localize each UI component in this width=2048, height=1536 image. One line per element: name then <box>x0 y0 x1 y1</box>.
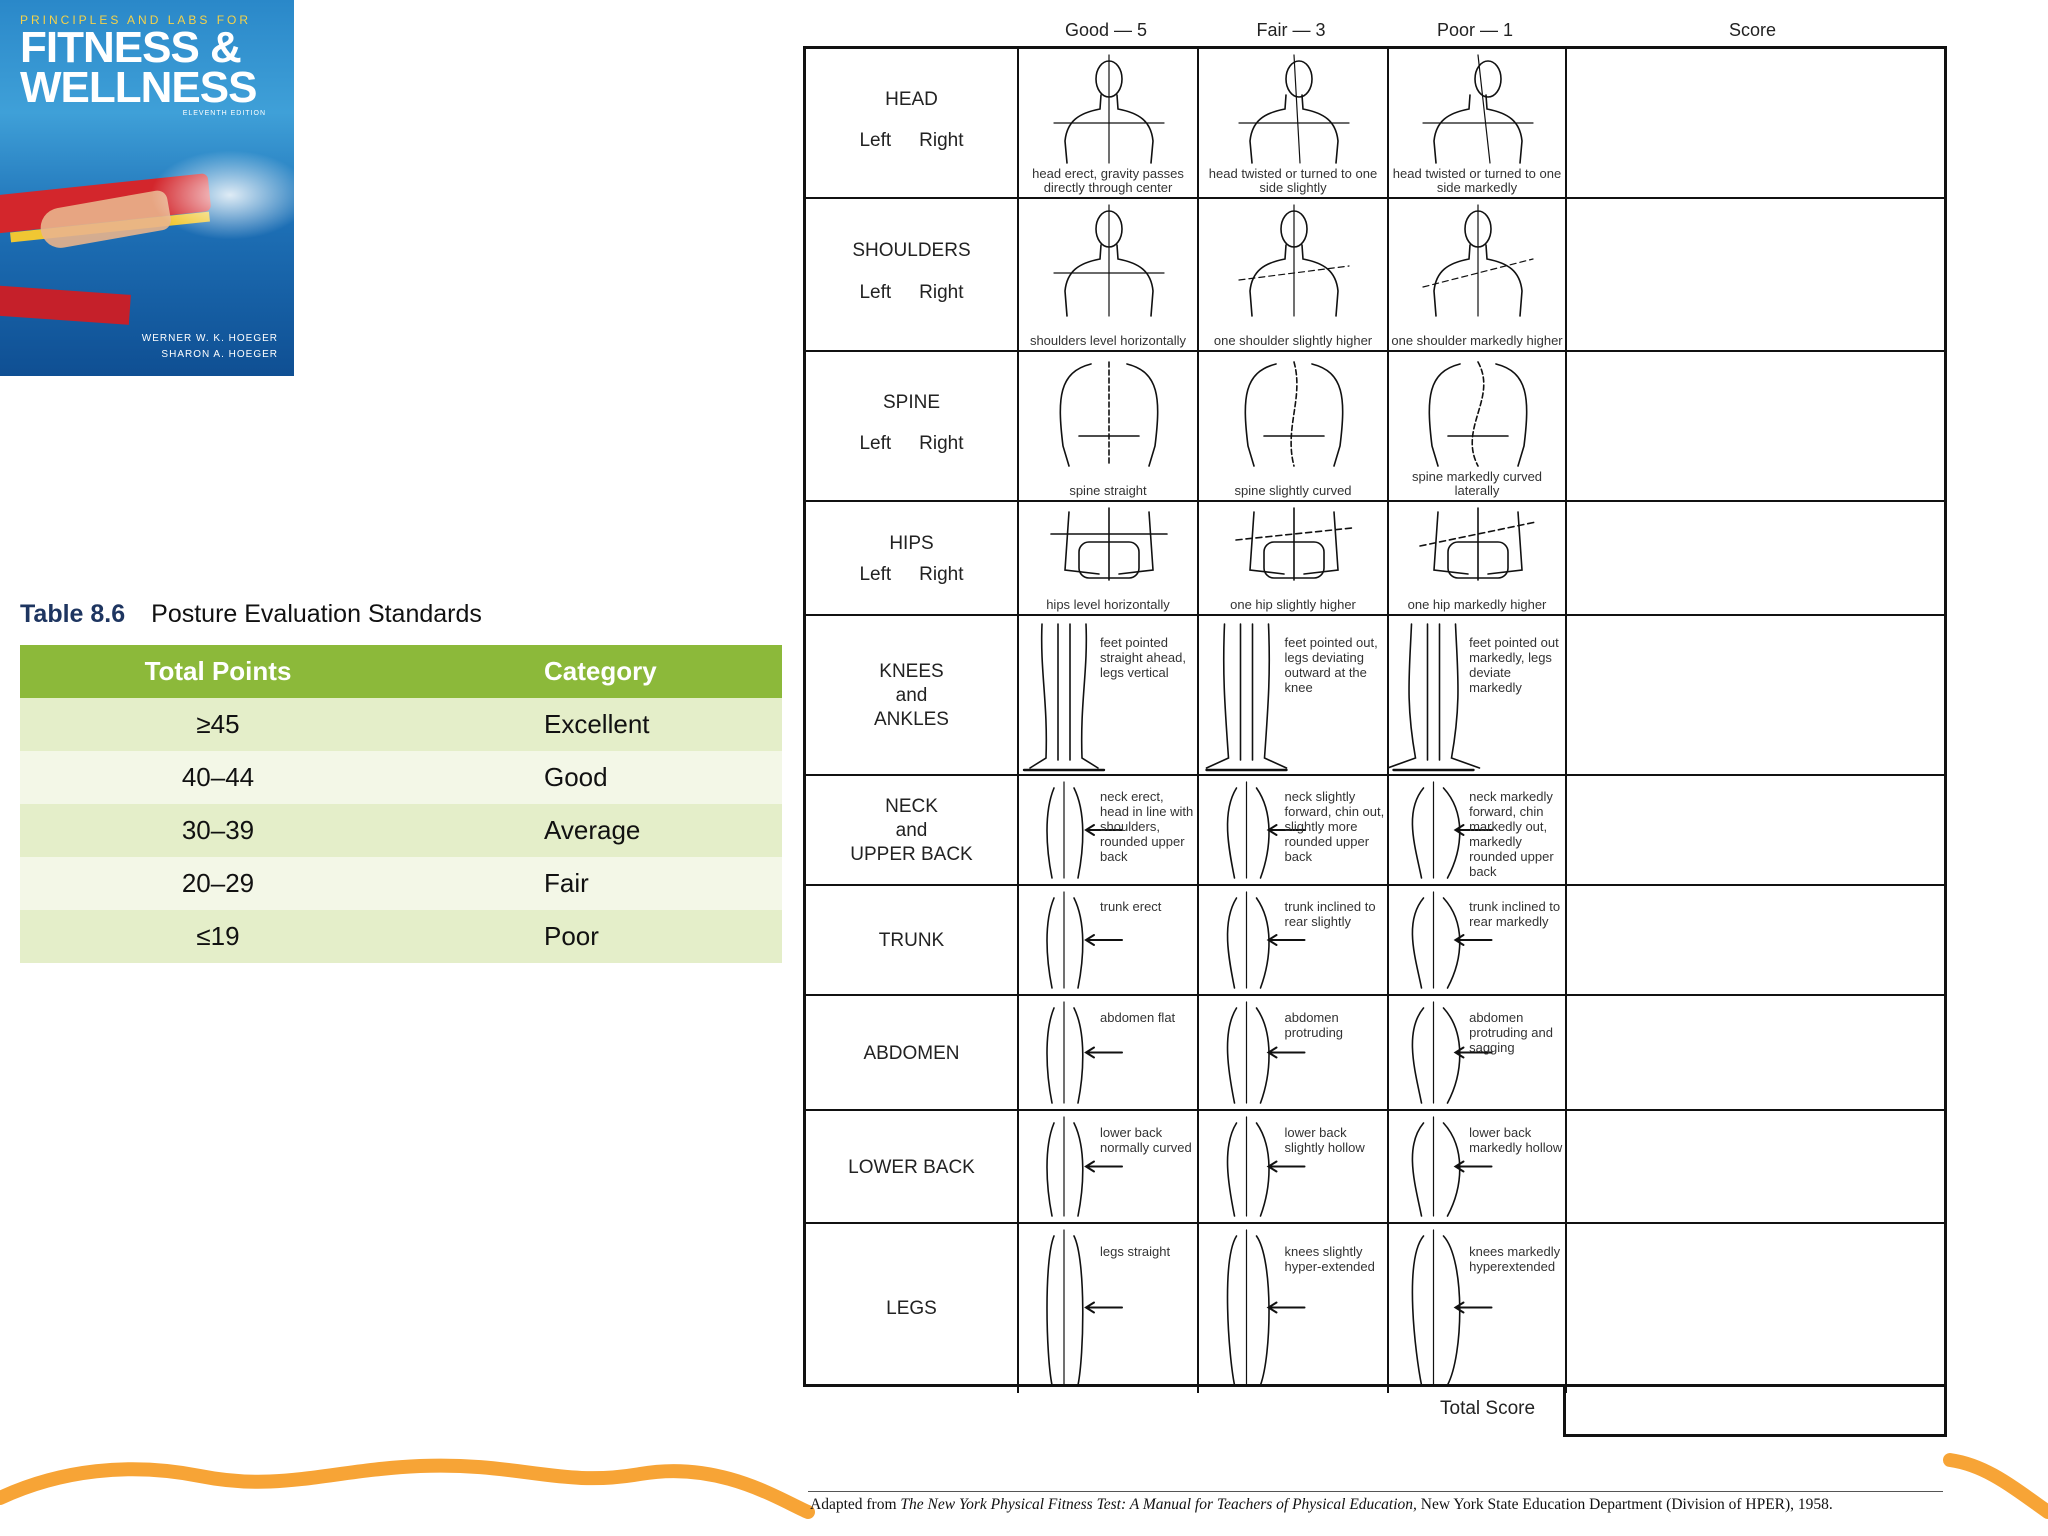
score-cell[interactable] <box>1567 886 1944 994</box>
posture-figure-icon <box>1389 199 1567 352</box>
poor-posture-description: knees markedly hyperextended <box>1469 1244 1561 1275</box>
right-label: Right <box>919 563 964 585</box>
left-right-labels <box>806 433 1017 455</box>
body-segment-cell <box>806 49 1019 197</box>
right-label: Right <box>919 130 964 151</box>
good-posture-cell <box>1019 616 1199 774</box>
fair-posture-cell <box>1199 886 1389 994</box>
body-segment-name <box>806 1042 1017 1066</box>
poor-posture-description: feet pointed out markedly, legs deviate markedly <box>1469 635 1559 696</box>
body-segment-name <box>806 660 1017 732</box>
body-segment-name <box>806 1156 1017 1180</box>
body-segment-cell <box>806 352 1019 500</box>
score-cell[interactable] <box>1567 776 1944 884</box>
fair-posture-cell <box>1199 1111 1389 1222</box>
body-segment-line: ABDOMEN <box>863 1042 960 1064</box>
poor-posture-cell <box>1389 352 1567 500</box>
good-posture-description: feet pointed straight ahead, legs vertical <box>1100 635 1187 681</box>
poor-posture-description: abdomen protruding and sagging <box>1469 1009 1553 1055</box>
standards-header-points: Total Points <box>20 645 416 698</box>
fair-posture-cell <box>1199 776 1389 884</box>
total-score-label: Total Score <box>1440 1398 1536 1419</box>
body-segment-line: HEAD <box>885 89 938 110</box>
standards-table <box>20 645 782 963</box>
cover-title-line1: FITNESS & <box>20 23 241 72</box>
score-cell[interactable] <box>1567 352 1944 500</box>
book-cover <box>0 0 294 376</box>
fair-posture-description: lower back slightly hollow <box>1284 1124 1365 1155</box>
left-label: Left <box>859 433 892 454</box>
posture-row <box>806 199 1944 352</box>
poor-posture-description: head twisted or turned to one side markedly <box>1392 166 1562 195</box>
left-label: Left <box>859 281 892 303</box>
good-posture-cell <box>1019 996 1199 1109</box>
good-posture-description: legs straight <box>1100 1244 1171 1260</box>
standards-points: ≥45 <box>20 698 416 751</box>
poor-posture-cell <box>1389 1111 1567 1222</box>
standards-row <box>20 751 782 804</box>
standards-category: Poor <box>416 910 782 963</box>
posture-figure-icon <box>1019 199 1199 352</box>
posture-figure-icon <box>1019 352 1199 502</box>
cover-author-1: WERNER W. K. HOEGER <box>141 333 278 344</box>
poor-posture-description: one shoulder markedly higher <box>1391 333 1563 348</box>
standards-category: Good <box>416 751 782 804</box>
score-cell[interactable] <box>1567 996 1944 1109</box>
column-header-poor: Poor — 1 <box>1436 20 1514 40</box>
cover-author-2: SHARON A. HOEGER <box>161 349 278 360</box>
good-posture-cell <box>1019 49 1199 197</box>
cover-edition: ELEVENTH EDITION <box>182 110 266 117</box>
cover-art-red-band-lower <box>0 285 131 325</box>
fair-posture-cell <box>1199 1224 1389 1393</box>
body-segment-cell <box>806 1111 1019 1222</box>
body-segment-line: UPPER BACK <box>850 844 973 865</box>
standards-row <box>20 698 782 751</box>
posture-row <box>806 1224 1944 1393</box>
good-posture-description: neck erect, head in line with shoulders, rounded upper back <box>1100 789 1194 865</box>
body-segment-cell <box>806 996 1019 1109</box>
posture-figure-icon <box>1199 352 1389 502</box>
good-posture-description: trunk erect <box>1100 899 1162 915</box>
standards-row <box>20 857 782 910</box>
body-segment-line: SHOULDERS <box>852 239 971 261</box>
body-segment-line: LEGS <box>886 1297 937 1319</box>
standards-points: ≤19 <box>20 910 416 963</box>
good-posture-description: hips level horizontally <box>1046 597 1170 612</box>
body-segment-name <box>806 795 1017 867</box>
body-segment-cell <box>806 199 1019 350</box>
body-segment-line: HIPS <box>889 532 934 554</box>
poor-posture-cell <box>1389 49 1567 197</box>
poor-posture-description: one hip markedly higher <box>1407 597 1547 612</box>
body-segment-line: and <box>895 820 928 841</box>
body-segment-name <box>806 532 1017 556</box>
standards-points: 30–39 <box>20 804 416 857</box>
standards-header-row <box>20 645 782 698</box>
cover-art-splash <box>150 150 294 240</box>
standards-points: 20–29 <box>20 857 416 910</box>
body-segment-line: TRUNK <box>878 930 945 951</box>
standards-points: 40–44 <box>20 751 416 804</box>
poor-posture-cell <box>1389 996 1567 1109</box>
standards-row <box>20 910 782 963</box>
good-posture-description: shoulders level horizontally <box>1029 333 1187 348</box>
fair-posture-description: spine slightly curved <box>1234 483 1352 498</box>
score-cell[interactable] <box>1567 199 1944 350</box>
body-segment-line: SPINE <box>882 392 941 413</box>
good-posture-description: spine straight <box>1069 483 1147 498</box>
left-right-labels <box>806 564 1017 586</box>
fair-posture-cell <box>1199 996 1389 1109</box>
standards-category: Fair <box>416 857 782 910</box>
score-cell[interactable] <box>1567 1111 1944 1222</box>
source-prefix: Adapted from <box>810 1496 901 1513</box>
good-posture-cell <box>1019 1111 1199 1222</box>
posture-evaluation-chart <box>803 46 1947 1387</box>
posture-figure-icon <box>1199 199 1389 352</box>
body-segment-cell <box>806 776 1019 884</box>
poor-posture-description: spine markedly curved laterally <box>1411 469 1543 498</box>
posture-row <box>806 502 1944 616</box>
standards-table-number: Table 8.6 <box>20 600 126 628</box>
body-segment-line: ANKLES <box>874 709 949 730</box>
fair-posture-cell <box>1199 502 1389 614</box>
fair-posture-cell <box>1199 616 1389 774</box>
source-title: The New York Physical Fitness Test: A Manual for Teachers of Physical Education, <box>900 1496 1417 1513</box>
score-cell[interactable] <box>1567 1224 1944 1393</box>
body-segment-cell <box>806 502 1019 614</box>
poor-posture-cell <box>1389 616 1567 774</box>
body-segment-name <box>806 391 1017 415</box>
column-header-fair: Fair — 3 <box>1256 20 1326 40</box>
body-segment-line: NECK <box>885 796 938 817</box>
fair-posture-description: feet pointed out, legs deviating outward at the knee <box>1284 635 1378 696</box>
source-citation <box>810 1496 1950 1513</box>
cover-kicker: PRINCIPLES AND LABS FOR <box>20 13 252 27</box>
standards-row <box>20 804 782 857</box>
fair-posture-cell <box>1199 352 1389 500</box>
standards-category: Excellent <box>416 698 782 751</box>
posture-row <box>806 996 1944 1111</box>
fair-posture-description: abdomen protruding <box>1284 1009 1344 1040</box>
good-posture-description: abdomen flat <box>1100 1009 1176 1025</box>
fair-posture-description: neck slightly forward, chin out, slightly more rounded upper back <box>1284 789 1385 865</box>
poor-posture-description: neck markedly forward, chin markedly out, markedly rounded upper back <box>1469 789 1554 880</box>
fair-posture-description: trunk inclined to rear slightly <box>1284 899 1376 930</box>
body-segment-line: KNEES <box>879 661 944 682</box>
body-segment-name <box>806 88 1017 112</box>
fair-posture-cell <box>1199 49 1389 197</box>
left-right-labels <box>806 130 1017 152</box>
good-posture-cell <box>1019 886 1199 994</box>
column-header-good: Good — 5 <box>1064 20 1148 40</box>
body-segment-line: and <box>895 685 928 706</box>
standards-category: Average <box>416 804 782 857</box>
good-posture-cell <box>1019 199 1199 350</box>
score-cell[interactable] <box>1567 49 1944 197</box>
source-rule <box>808 1491 1943 1492</box>
poor-posture-description: lower back markedly hollow <box>1469 1124 1563 1155</box>
right-label: Right <box>919 433 964 454</box>
poor-posture-cell <box>1389 1224 1567 1393</box>
total-score-box[interactable] <box>1563 1386 1947 1437</box>
body-segment-line: LOWER BACK <box>848 1156 975 1178</box>
poor-posture-description: trunk inclined to rear markedly <box>1469 899 1561 930</box>
good-posture-cell <box>1019 502 1199 614</box>
posture-row <box>806 886 1944 996</box>
source-suffix: New York State Education Department (Division of HPER), 1958. <box>1416 1496 1833 1513</box>
fair-posture-description: knees slightly hyper-extended <box>1284 1244 1375 1275</box>
good-posture-description: head erect, gravity passes directly through center <box>1032 166 1184 195</box>
body-segment-cell <box>806 1224 1019 1393</box>
body-segment-name <box>806 1297 1017 1321</box>
cover-title-line2: WELLNESS <box>20 63 257 112</box>
good-posture-cell <box>1019 1224 1199 1393</box>
poor-posture-cell <box>1389 502 1567 614</box>
standards-caption <box>20 600 482 629</box>
column-header-score: Score <box>1728 20 1777 40</box>
standards-header-category: Category <box>416 645 782 698</box>
poor-posture-cell <box>1389 199 1567 350</box>
score-cell[interactable] <box>1567 616 1944 774</box>
left-right-labels <box>806 282 1017 304</box>
poor-posture-cell <box>1389 886 1567 994</box>
posture-row <box>806 616 1944 776</box>
body-segment-name <box>806 929 1017 953</box>
good-posture-cell <box>1019 776 1199 884</box>
right-label: Right <box>919 281 964 303</box>
score-cell[interactable] <box>1567 502 1944 614</box>
standards-table-title: Posture Evaluation Standards <box>151 600 482 628</box>
poor-posture-cell <box>1389 776 1567 884</box>
body-segment-cell <box>806 616 1019 774</box>
left-label: Left <box>859 130 892 151</box>
body-segment-cell <box>806 886 1019 994</box>
posture-row <box>806 49 1944 199</box>
fair-posture-cell <box>1199 199 1389 350</box>
posture-row <box>806 352 1944 502</box>
fair-posture-description: one hip slightly higher <box>1230 597 1356 612</box>
posture-row <box>806 1111 1944 1224</box>
fair-posture-description: head twisted or turned to one side slightly <box>1208 166 1378 195</box>
fair-posture-description: one shoulder slightly higher <box>1213 333 1373 348</box>
left-label: Left <box>859 563 892 585</box>
body-segment-name <box>806 239 1017 263</box>
good-posture-cell <box>1019 352 1199 500</box>
good-posture-description: lower back normally curved <box>1100 1124 1192 1155</box>
posture-row <box>806 776 1944 886</box>
